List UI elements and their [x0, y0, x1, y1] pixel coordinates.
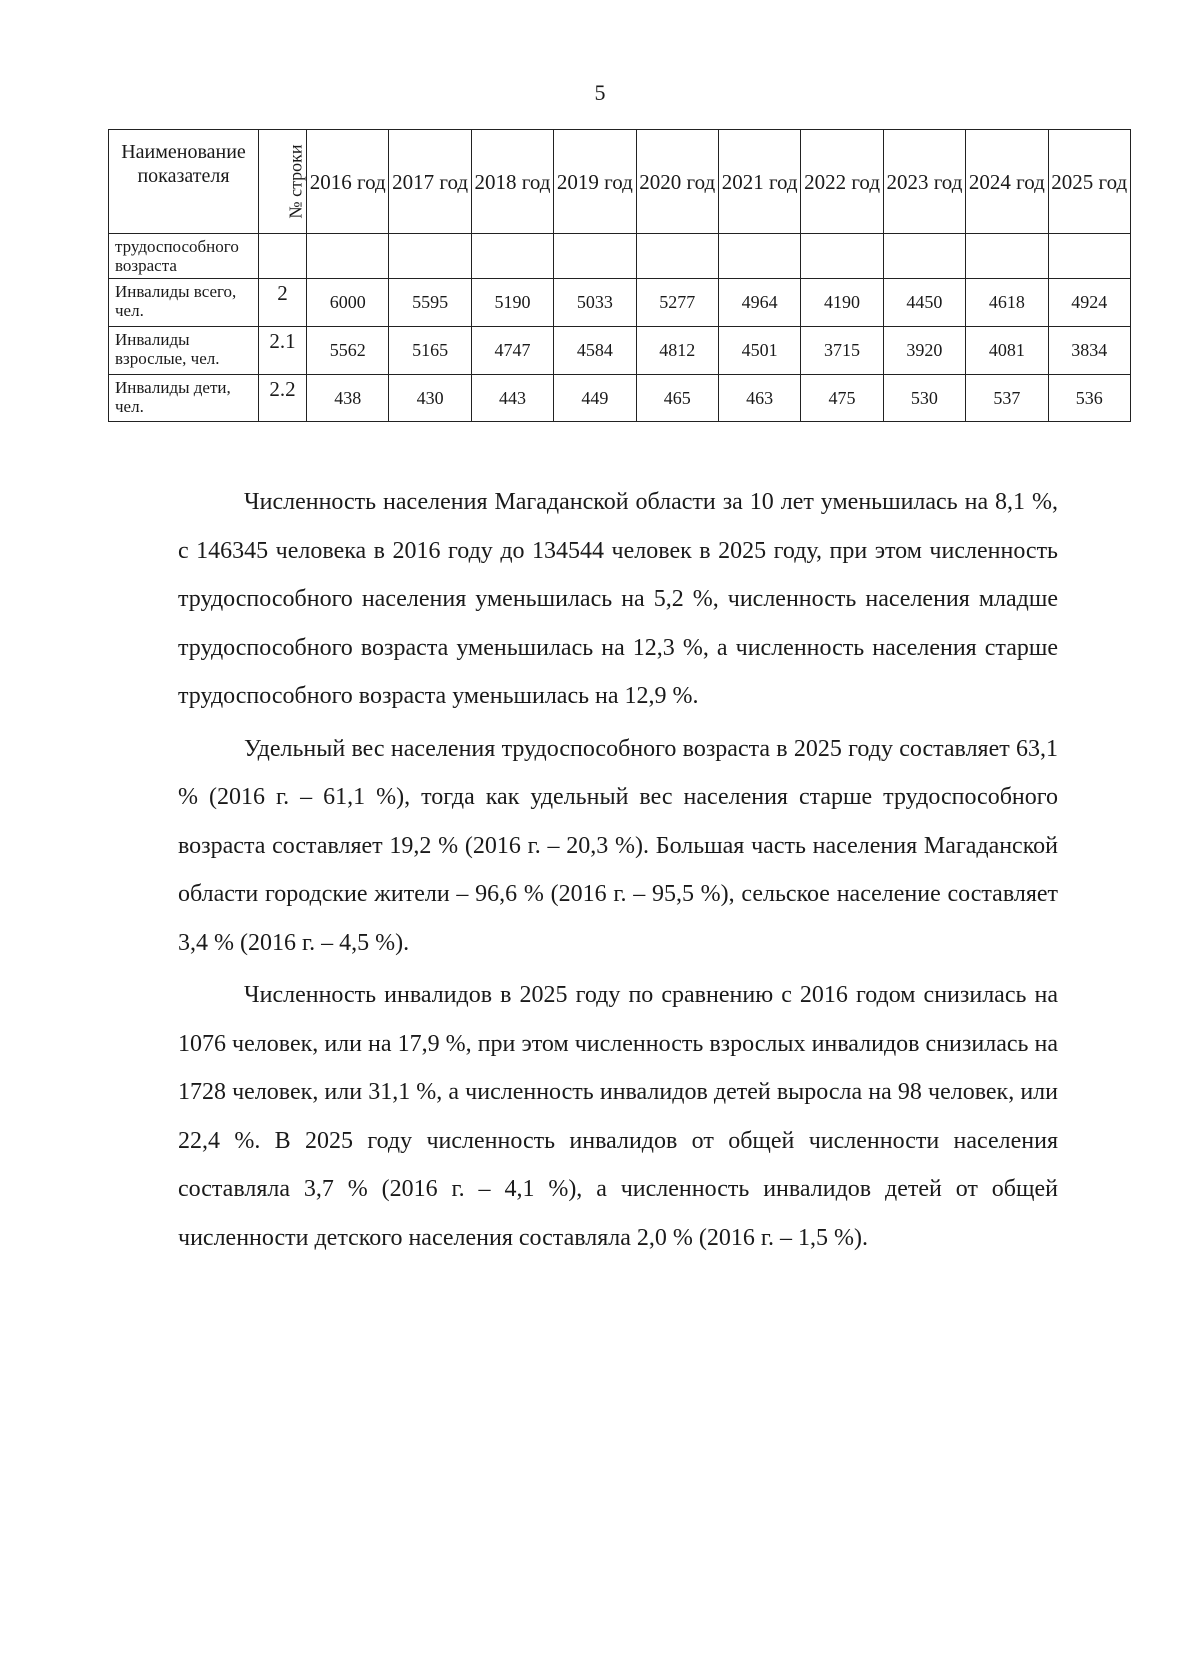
table-cell: 4450: [883, 279, 965, 327]
header-year: 2021 год: [718, 130, 800, 234]
table-cell: [554, 234, 636, 279]
table-row: [109, 327, 1131, 375]
table-cell: [636, 234, 718, 279]
table-cell: 443: [471, 375, 553, 422]
row-number: 2.1: [259, 327, 307, 375]
table-cell: 5033: [554, 279, 636, 327]
page-number: 5: [594, 80, 606, 105]
table-cell: 5190: [471, 279, 553, 327]
table-cell: 4924: [1048, 279, 1130, 327]
paragraph-disability-change: Численность инвалидов в 2025 году по сравнению с 2016 годом снизилась на 1076 человек, или на 17,9 %, при этом численность взрослых инвалидов снизилась на 1728 человек, или 31,1 %, а численность инвалидов детей выросла на 98 человек, или 22,4 %. В 2025 году численность инвалидов от общей численности населения составляла 3,7 % (2016 г. – 4,1 %), а численность инвалидов детей от общей численности детского населения составляла 2,0 % (2016 г. – 1,5 %).: [178, 982, 1058, 1251]
row-name: Инвалиды всего, чел.: [109, 279, 259, 327]
table-cell: 463: [718, 375, 800, 422]
table-cell: [801, 234, 883, 279]
body-text: [178, 478, 1058, 1262]
table-cell: [471, 234, 553, 279]
table-cell: 3920: [883, 327, 965, 375]
table-row: [109, 375, 1131, 422]
table-cell: 465: [636, 375, 718, 422]
table-cell: 4081: [966, 327, 1048, 375]
table-cell: 3834: [1048, 327, 1130, 375]
table-row: [109, 279, 1131, 327]
header-row-number-label: № строки: [285, 144, 306, 219]
table-cell: 4501: [718, 327, 800, 375]
row-name: Инвалиды дети, чел.: [109, 375, 259, 422]
table-cell: 475: [801, 375, 883, 422]
table-cell: 430: [389, 375, 471, 422]
table-cell: 3715: [801, 327, 883, 375]
header-year: 2020 год: [636, 130, 718, 234]
header-row-number: [259, 130, 307, 234]
table-row: [109, 234, 1131, 279]
table-cell: 4618: [966, 279, 1048, 327]
table-cell: 6000: [307, 279, 389, 327]
row-name: трудоспособного возраста: [109, 234, 259, 279]
table-cell: [718, 234, 800, 279]
table-cell: 5562: [307, 327, 389, 375]
table-cell: 4190: [801, 279, 883, 327]
row-number: [259, 234, 307, 279]
table-cell: 4747: [471, 327, 553, 375]
table-cell: 537: [966, 375, 1048, 422]
table-cell: 4812: [636, 327, 718, 375]
table-cell: [389, 234, 471, 279]
header-year: 2019 год: [554, 130, 636, 234]
disability-statistics-table: [108, 129, 1131, 422]
table-cell: [307, 234, 389, 279]
header-year: 2025 год: [1048, 130, 1130, 234]
table-cell: 438: [307, 375, 389, 422]
table-header-row: [109, 130, 1131, 234]
table-cell: 536: [1048, 375, 1130, 422]
table-cell: [966, 234, 1048, 279]
table-cell: 530: [883, 375, 965, 422]
row-number: 2: [259, 279, 307, 327]
header-year: 2022 год: [801, 130, 883, 234]
paragraph-population-change: Численность населения Магаданской области за 10 лет уменьшилась на 8,1 %, с 146345 человека в 2016 году до 134544 человек в 2025 году, при этом численность трудоспособного населения уменьшилась на 5,2 %, численность населения младше трудоспособного возраста уменьшилась на 12,3 %, а численность населения старше трудоспособного возраста уменьшилась на 12,9 %.: [178, 489, 1058, 709]
header-year: 2018 год: [471, 130, 553, 234]
header-year: 2023 год: [883, 130, 965, 234]
table-cell: 5595: [389, 279, 471, 327]
table-cell: 5165: [389, 327, 471, 375]
row-name: Инвалиды взрослые, чел.: [109, 327, 259, 375]
table-cell: 5277: [636, 279, 718, 327]
row-number: 2.2: [259, 375, 307, 422]
table-cell: [1048, 234, 1130, 279]
header-year: 2016 год: [307, 130, 389, 234]
paragraph-working-age-share: Удельный вес населения трудоспособного возраста в 2025 году составляет 63,1 % (2016 г. – 61,1 %), тогда как удельный вес населения старше трудоспособного возраста составляет 19,2 % (2016 г. – 20,3 %). Большая часть населения Магаданской области городские жители – 96,6 % (2016 г. – 95,5 %), сельское население составляет 3,4 % (2016 г. – 4,5 %).: [178, 735, 1058, 956]
table-cell: [883, 234, 965, 279]
table-cell: 449: [554, 375, 636, 422]
table-cell: 4584: [554, 327, 636, 375]
table-cell: 4964: [718, 279, 800, 327]
header-year: 2024 год: [966, 130, 1048, 234]
header-indicator-name: Наименование показателя: [109, 130, 259, 234]
header-year: 2017 год: [389, 130, 471, 234]
